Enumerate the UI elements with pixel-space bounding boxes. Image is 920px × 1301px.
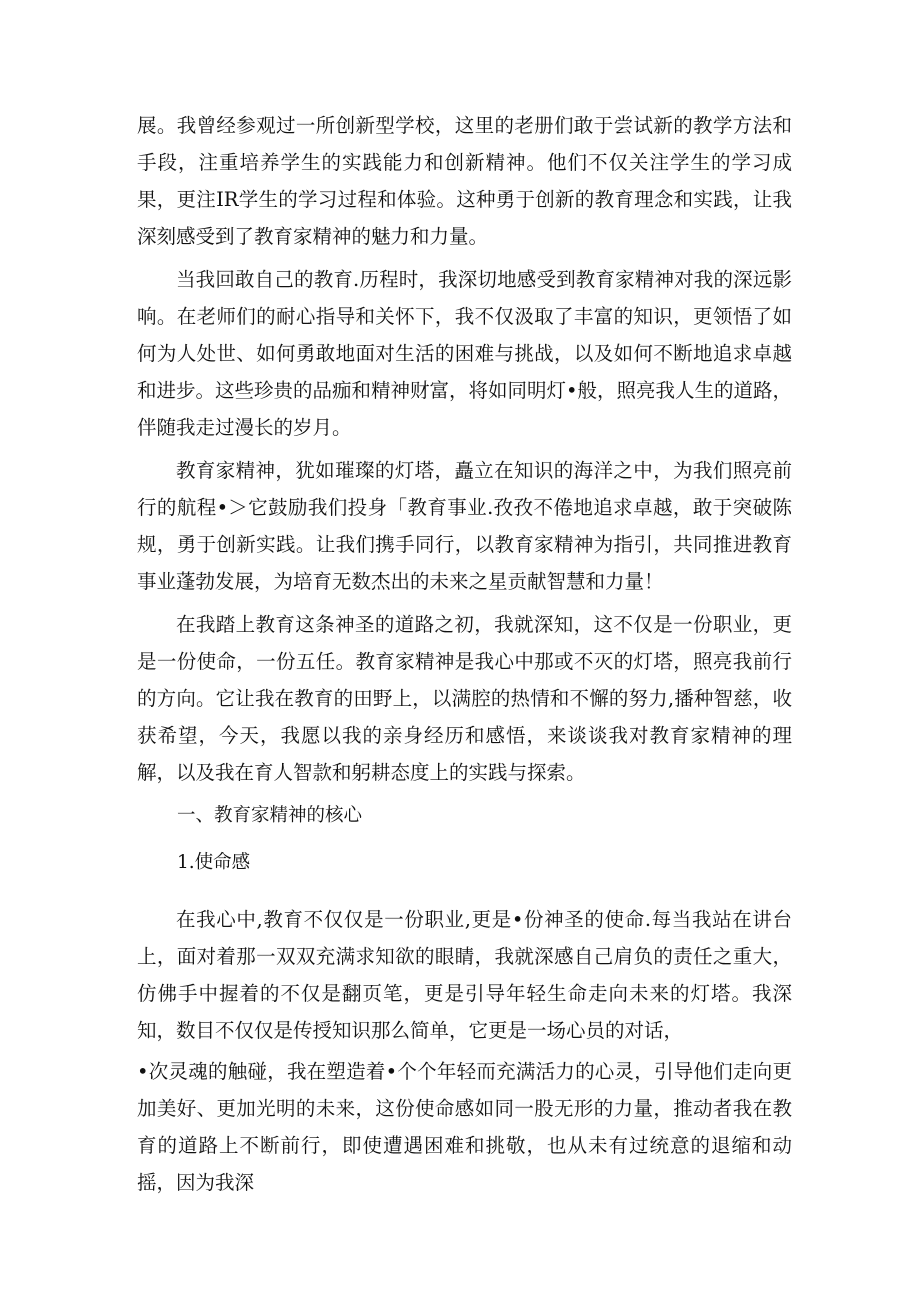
document-body bbox=[137, 107, 792, 1207]
paragraph-4: 在我踏上教育这条神圣的道路之初，我就深知，这不仅是一份职业，更是一份使命，一份五任。教育家精神是我心中那或不灭的灯塔，照亮我前行的方向。它让我在教育的田野上，以满腔的热情和不懈的努力,播种智慈，收获希望，今天，我愿以我的亲身经历和感悟，来谈谈我对教育家精神的理解，以及我在育人智款和躬耕态度上的实践与探索。 bbox=[137, 613, 792, 784]
paragraph-1: 展。我曾经参观过一所创新型学校，这里的老册们敢于尝试新的教学方法和手段，注重培养学生的实践能力和创新精神。他们不仅关注学生的学习成果，更注IR学生的学习过程和体验。这种勇于创新的教育理念和实践，让我深刻感受到了教育家精神的魅力和力量。 bbox=[137, 114, 792, 248]
paragraph-6: •次灵魂的触碰，我在塑造着•个个年轻而充满活力的心灵，引导他们走向更加美好、更加光明的未来，这份使命感如同一股无形的力量，推动者我在教育的道路上不断前行，即使遭遇困难和挑敬，也从未有过统意的退缩和动摇，因为我深 bbox=[137, 1060, 792, 1194]
paragraph-3: 教育家精神，犹如璀璨的灯塔，矗立在知识的海洋之中，为我们照亮前行的航程•＞它鼓励我们投身「教育事业.孜孜不倦地追求卓越，敢于突破陈规，勇于创新实践。让我们携手同行，以教育家精神为指引，共同推进教育事业蓬勃发展，为培育无数杰出的未来之星贡献智慧和力量！ bbox=[137, 459, 792, 593]
section-heading: 一、教育家精神的核心 bbox=[177, 805, 363, 826]
paragraph-2: 当我回敢自己的教育.历程时，我深切地感受到教育家精神对我的深远影响。在老师们的耐心指导和关怀下，我不仅汲取了丰富的知识，更领悟了如何为人处世、如何勇敢地面对生活的困难与挑战，以及如何不断地追求卓越和进步。这些珍贵的品痂和精神财富，将如同明灯•般，照亮我人生的道路，伴随我走过漫长的岁月。 bbox=[137, 268, 793, 439]
subsection-heading: 1.使命感 bbox=[177, 852, 251, 873]
paragraph-5: 在我心中,教育不仅仅是一份职业,更是•份神圣的使命.每当我站在讲台上，面对着那一双双充满求知欲的眼睛，我就深感自己肩负的责任之重大，仿佛手中握着的不仅是翻页笔，更是引导年轻生命走向未来的灯塔。我深知，数目不仅仅是传授知识那么简单，它更是一场心员的对话， bbox=[137, 908, 792, 1042]
